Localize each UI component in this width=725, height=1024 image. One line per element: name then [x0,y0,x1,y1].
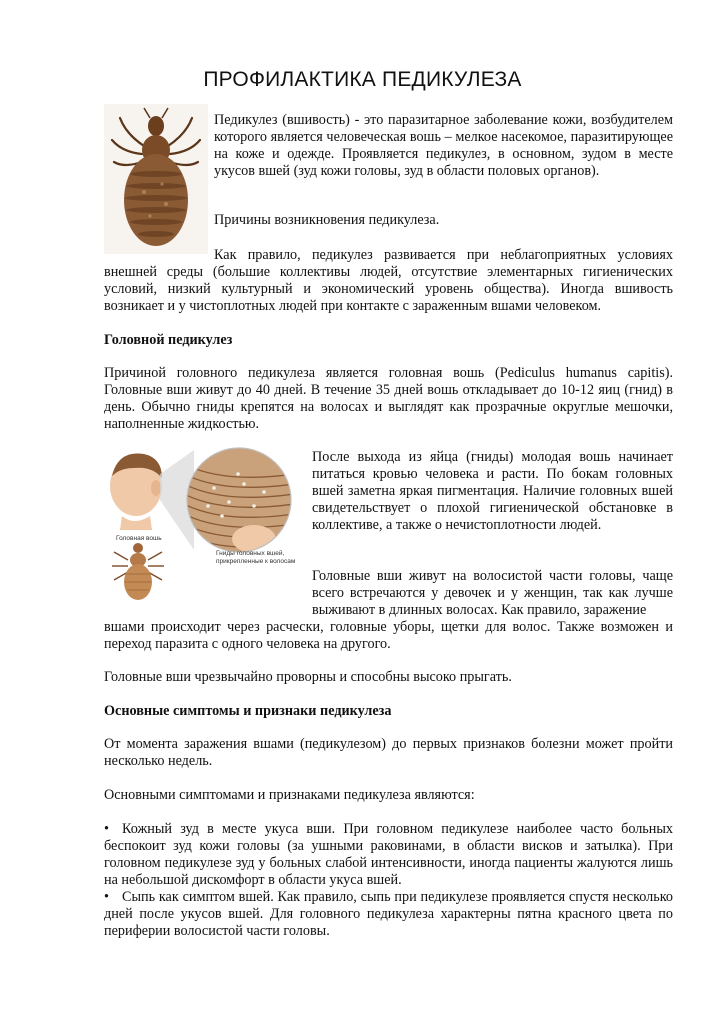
causes-heading: Причины возникновения педикулеза. [214,212,440,228]
causes-text: внешней среды (большие коллективы людей, отсутствие элементарных гигиенических условий, низкий культурный и экономический уровень общества). Иногда вшивость возникает и у чистоплотных людей при контакте с зараженным вшами человеком. [104,264,673,314]
bullet-dot: • [104,889,109,905]
symptom-bullet-2-text: Сыпь как симптом вшей. Как правило, сыпь при педикулезе проявляется спустя несколько дней после укусов вшей. Для головного педикулеза характерны пятна красного цвета по периферии волосистой части головы. [104,889,673,939]
symptoms-heading: Основные симптомы и признаки педикулеза [104,703,392,719]
head-lice-para-3-wrap: Головные вши живут на волосистой части головы, чаще всего встречаются у девочек и у женщин, так как лучше выживают в длинных волосах. Как правило, заражение [312,568,673,618]
caption-nits-1: Гниды головных вшей, [216,550,285,557]
symptoms-para-2: Основными симптомами и признаками педикулеза являются: [104,787,475,803]
caption-nits-2: прикрепленные к волосам [216,558,296,565]
head-lice-para-1: Причиной головного педикулеза является головная вошь (Pediculus humanus capitis). Головные вши живут до 40 дней. В течение 35 дней вошь откладывает до 10-12 яиц (гнид) в день. Обычно гниды крепятся на волосах и выглядят как прозрачные округлые мешочки, наполненные жидкостью. [104,365,673,432]
symptom-bullet-2 [104,889,673,940]
page-title: ПРОФИЛАКТИКА ПЕДИКУЛЕЗА [203,68,522,91]
louse-illustration [104,104,208,254]
caption-louse: Головная вошь [116,535,162,542]
head-lice-para-2: После выхода из яйца (гниды) молодая вошь начинает питаться кровью человека и расти. По бокам головных вшей заметна яркая пигментация. Наличие головных вшей свидетельствует о плохой гигиенической обстановке в коллективе, а также о нечистоплотности людей. [312,449,673,533]
head-lice-heading: Головной педикулез [104,332,233,348]
symptoms-para-1: От момента заражения вшами (педикулезом) до первых признаков болезни может пройти несколько недель. [104,736,673,769]
head-lice-para-4: Головные вши чрезвычайно проворны и способны высоко прыгать. [104,669,512,685]
bullet-dot: • [104,821,109,837]
symptom-bullet-1-text: Кожный зуд в месте укуса вши. При головном педикулезе наиболее часто больных беспокоит зуд кожи головы (за ушными раковинами, в области висков и затылка). При головном педикулезе зуд у больных слабой интенсивности, иногда пациенты жалуются лишь на небольшой дискомфорт в области укуса вшей. [104,821,673,888]
symptom-bullet-1 [104,821,673,889]
head-lice-para-3: вшами происходит через расчески, головные уборы, щетки для волос. Также возможен и переход паразита с одного человека на другого. [104,619,673,652]
head-lice-illustration [104,444,304,604]
causes-text-indent: Как правило, педикулез развивается при неблагоприятных условиях [214,247,673,263]
intro-definition: Педикулез (вшивость) - это паразитарное заболевание кожи, возбудителем которого является человеческая вошь – мелкое насекомое, паразитирующее на коже и одежде. Проявляется педикулез, в основном, зудом в месте укусов вшей (зуд кожи головы, зуд в области половых органов). [214,112,673,179]
